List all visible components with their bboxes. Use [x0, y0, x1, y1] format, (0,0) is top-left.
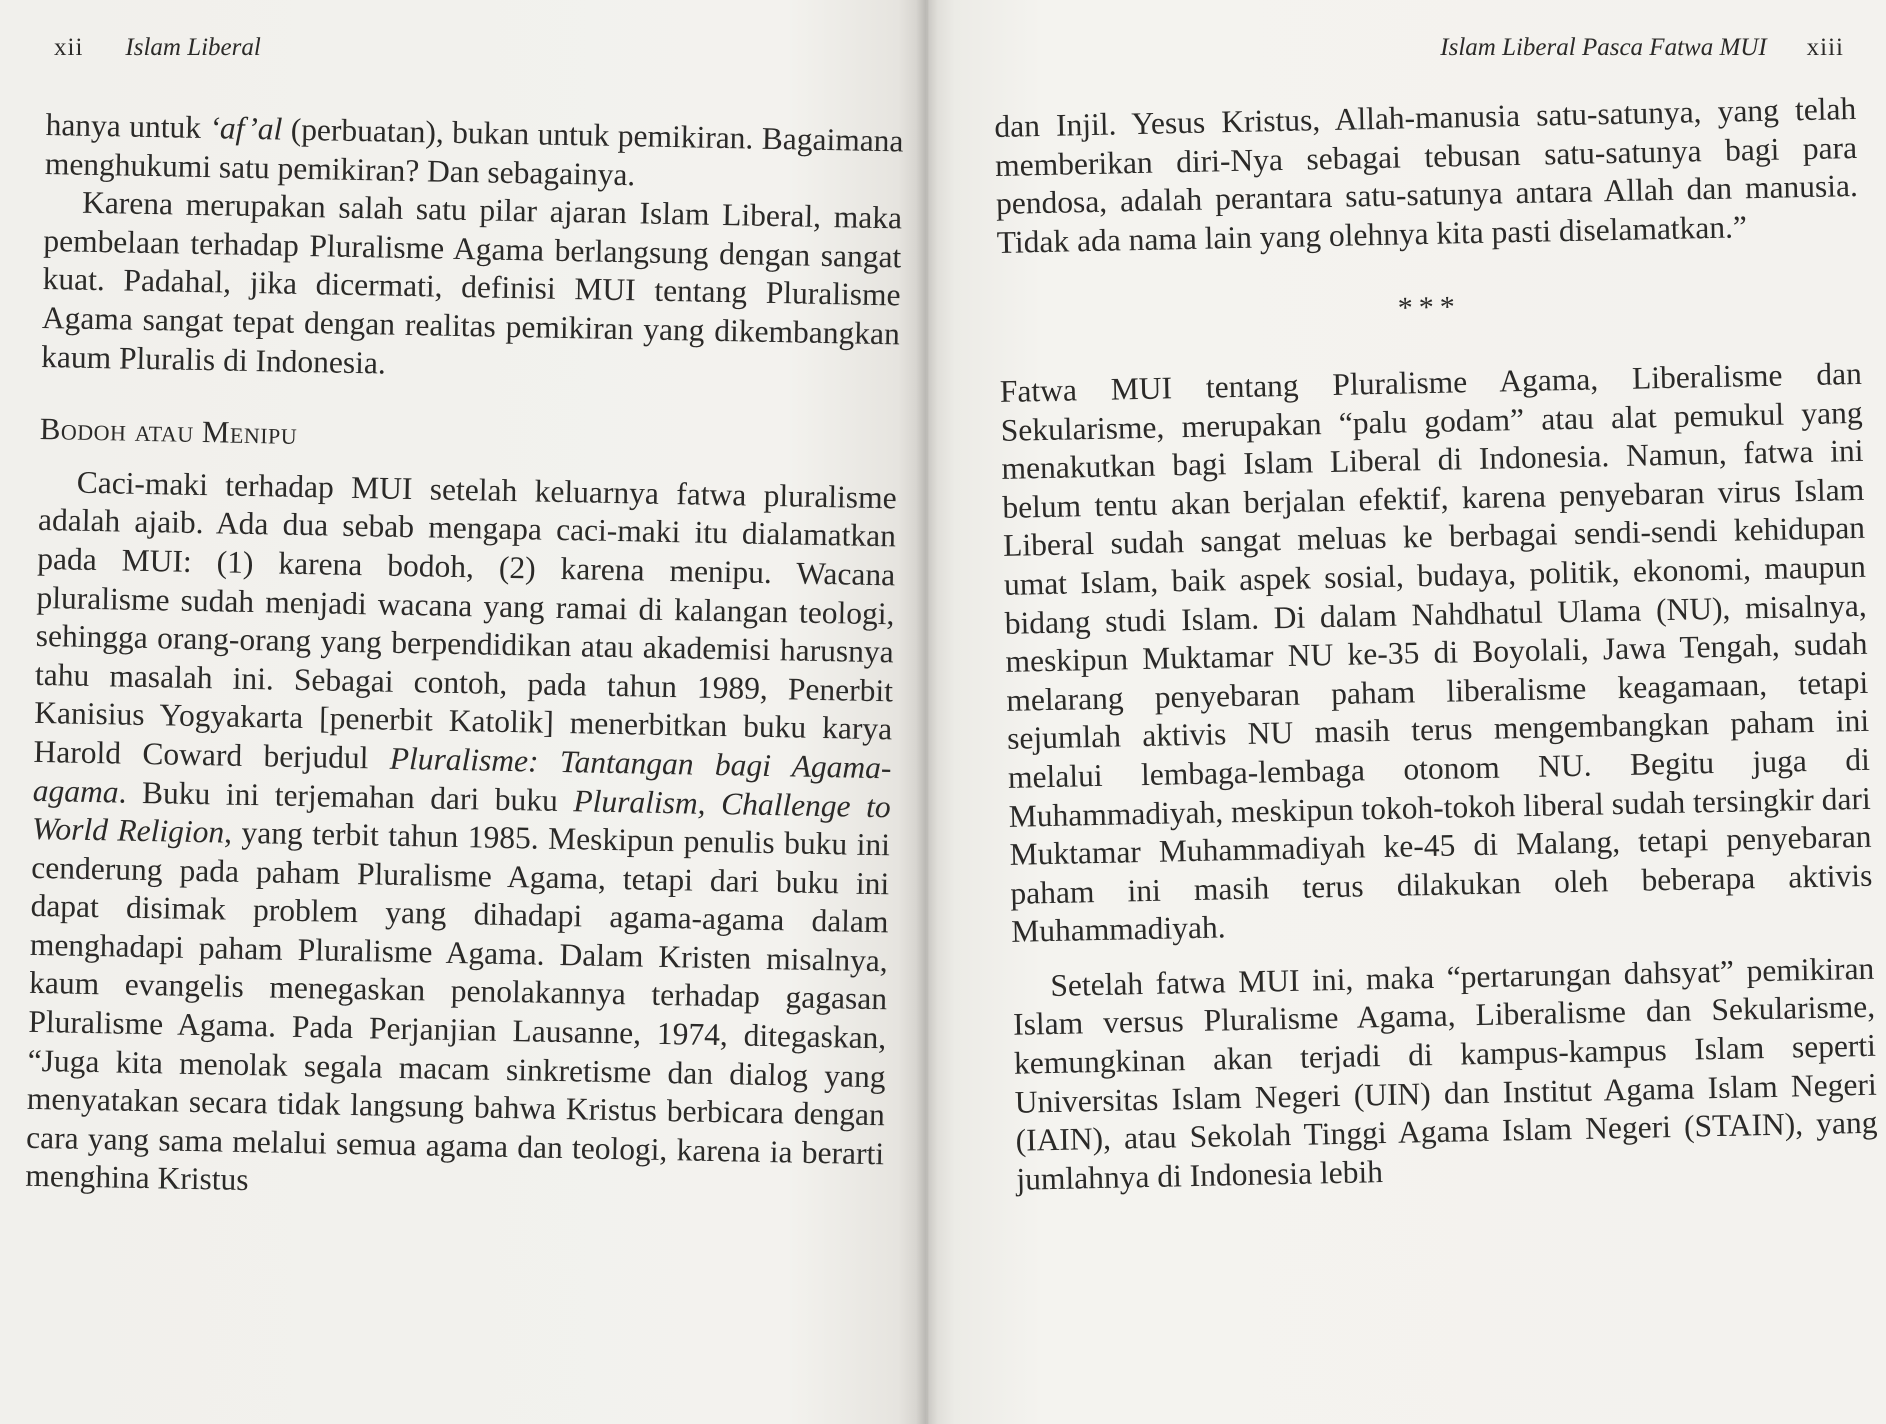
right-paragraph-2: Fatwa MUI tentang Pluralisme Agama, Liberalisme dan Sekularisme, merupakan “palu godam” atau alat pemukul yang menakutkan bagi Islam Liberal di Indonesia. Namun, fatwa ini belum tentu akan berjalan efektif, karena penyebaran virus Islam Liberal sudah sangat meluas ke berbagai sendi-sendi kehidupan umat Islam, baik aspek sosial, budaya, politik, ekonomi, maupun bidang studi Islam. Di dalam Nahdhatul Ulama (NU), misalnya, meskipun Muktamar NU ke-35 di Boyolali, Jawa Tengah, sudah melarang penyebaran paham liberalisme keagamaan, tetapi sejumlah aktivis NU masih terus mengembangkan paham ini melalui lembaga-lembaga otonom NU. Begitu juga di Muhammadiyah, meskipun tokoh-tokoh liberal sudah tersingkir dari Muktamar Muhammadiyah ke-45 di Malang, tetapi penyebaran paham ini masih terus dilakukan oleh beberapa aktivis Muhammadiyah. — [999, 355, 1873, 950]
right-running-head — [1440, 34, 1844, 62]
right-paragraph-3: Setelah fatwa MUI ini, maka “pertarungan dahsyat” pemikiran Islam versus Pluralisme Agama, Liberalisme dan Sekularisme, kemungkinan akan terjadi di kampus-kampus Islam seperti Universitas Islam Negeri (UIN) dan Institut Agama Islam Negeri (IAIN), atau Sekolah Tinggi Agama Islam Negeri (STAIN), yang jumlahnya di Indonesia lebih — [1012, 950, 1878, 1197]
left-body-text — [25, 106, 904, 1212]
text-run: . Buku ini terjemahan dari buku — [118, 774, 574, 818]
section-heading: Bodoh atau Menipu — [39, 411, 298, 452]
right-page — [926, 0, 1886, 1424]
italic-book-title: Pluralisme: Tantangan bagi Agama-agama — [32, 740, 892, 810]
text-run: (perbuatan), bukan untuk pemikiran. Bagaimana menghukumi satu pemikiran? Dan sebagainya. — [44, 111, 904, 192]
right-page-number: xiii — [1806, 34, 1844, 61]
italic-term: ‘af’al — [209, 110, 283, 147]
right-paragraph-1: dan Injil. Yesus Kristus, Allah-manusia satu-satunya, yang telah memberikan diri-Nya sebagai tebusan satu-satunya bagi para pendosa, adalah perantara satu-satunya antara Allah dan manusia. Tidak ada nama lain yang olehnya kita pasti diselamatkan.” — [994, 90, 1859, 260]
left-running-title: Islam Liberal — [125, 34, 261, 61]
text-run: , yang terbit tahun 1985. Meskipun penulis buku ini cenderung pada paham Pluralisme Agama, tetapi dari buku ini dapat disimak problem yang dihadapi agama-agama dalam menghadapi paham Pluralisme Agama. Dalam Kristen misalnya, kaum evangelis menegaskan penolakannya terhadap gagasan Pluralisme Agama. Pada Perjanjian Lausanne, 1974, ditegaskan, “Juga kita menolak segala macam sinkretisme dan dialog yang menyatakan secara tidak langsung bahwa Kristus berbicara dengan cara yang sama melalui semua agama dan teologi, karena ia berarti menghina Kristus — [25, 814, 891, 1198]
text-run: Caci-maki terhadap MUI setelah keluarnya fatwa pluralisme adalah ajaib. Ada dua sebab mengapa caci-maki itu dialamatkan pada MUI: (1) karena bodoh, (2) karena menipu. Wacana pluralisme sudah menjadi wacana yang ramai di kalangan teologi, sehingga orang-orang yang berpendidikan atau akademisi harusnya tahu masalah ini. Sebagai contoh, pada tahun 1989, Penerbit Kanisius Yogyakarta [penerbit Katolik] menerbitkan buku karya Harold Coward berjudul — [33, 464, 897, 776]
left-running-head — [54, 34, 261, 62]
left-paragraph-2: Karena merupakan salah satu pilar ajaran Islam Liberal, maka pembelaan terhadap Pluralisme Agama berlangsung dengan sangat kuat. Padahal, jika dicermati, definisi MUI tentang Pluralisme Agama sangat tepat dengan realitas pemikiran yang dikembangkan kaum Pluralis di Indonesia. — [40, 184, 903, 381]
left-page-number: xii — [54, 34, 84, 61]
right-body-text — [994, 90, 1879, 1199]
italic-book-title: Pluralism, Challenge to World Religion — [31, 782, 892, 850]
right-running-title: Islam Liberal Pasca Fatwa MUI — [1440, 34, 1767, 61]
left-paragraph-3 — [25, 463, 897, 1213]
section-separator: *** — [1397, 290, 1462, 325]
left-page — [0, 0, 926, 1424]
text-run: hanya untuk — [45, 106, 210, 146]
